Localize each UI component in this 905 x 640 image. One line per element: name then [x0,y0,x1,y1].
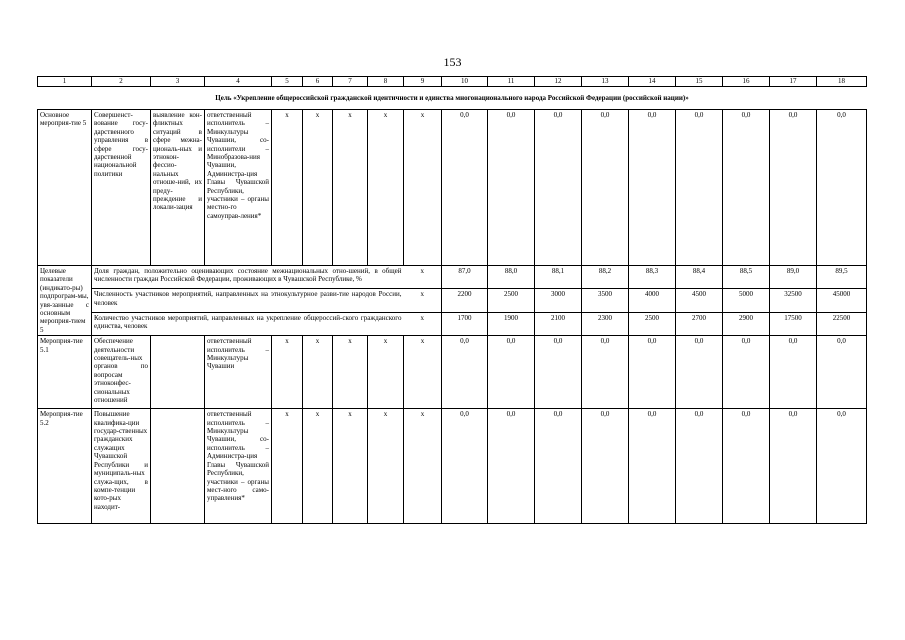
value-cell: 2500 [488,289,535,312]
x-mark: x [272,336,303,409]
column-number: 12 [535,77,582,87]
value-cell: 0,0 [629,409,676,524]
value-cell: 0,0 [535,110,582,266]
value-cell: 0,0 [582,409,629,524]
value-cell: 0,0 [770,336,817,409]
value-cell: 4500 [676,289,723,312]
value-cell: 0,0 [535,409,582,524]
value-cell: 2300 [582,312,629,335]
row-task [151,409,205,524]
value-cell: 4000 [629,289,676,312]
row-name: Обеспечение деятельности совещатель-ных органов по вопросам этноконфес-сиональных отношений [92,336,151,409]
indicator-text: Численность участников мероприятий, направленных на этнокультурное разви-тие народов России, человек [92,289,404,312]
table-row [38,336,867,409]
value-cell: 0,0 [488,336,535,409]
column-number: 5 [272,77,303,87]
table-row [38,312,867,335]
x-mark: x [333,336,368,409]
x-mark: x [303,110,333,266]
value-cell: 0,0 [535,336,582,409]
column-number: 9 [404,77,442,87]
row-responsible: ответственный исполнитель – Минкультуры Чувашии [205,336,272,409]
column-number: 10 [442,77,488,87]
value-cell: 0,0 [582,336,629,409]
row-name: Совершенст-вование госу-дарственного управления в сфере госу-дарственной национальной политики [92,110,151,266]
x-mark: x [404,336,442,409]
value-cell: 0,0 [442,336,488,409]
x-mark: x [404,409,442,524]
column-number: 11 [488,77,535,87]
value-cell: 3000 [535,289,582,312]
row-label: Мероприя-тие 5.1 [38,336,92,409]
x-mark: x [333,110,368,266]
value-cell: 88,5 [723,266,770,289]
value-cell: 0,0 [770,409,817,524]
value-cell: 0,0 [582,110,629,266]
table-row [38,110,867,266]
row-label: Мероприя-тие 5.2 [38,409,92,524]
value-cell: 0,0 [723,110,770,266]
column-number: 8 [368,77,404,87]
value-cell: 0,0 [770,110,817,266]
value-cell: 0,0 [442,110,488,266]
value-cell: 17500 [770,312,817,335]
value-cell: 0,0 [488,110,535,266]
value-cell: 2200 [442,289,488,312]
value-cell: 88,0 [488,266,535,289]
x-mark: x [333,409,368,524]
value-cell: 0,0 [723,409,770,524]
row-responsible: ответственный исполнитель – Минкультуры Чувашии, со-исполнители – Минобразова-ния Чувашии, Администра-ция Главы Чувашской Республики, участники – органы местно-го самоуправ-ления* [205,110,272,266]
table-row [38,289,867,312]
value-cell: 87,0 [442,266,488,289]
x-mark: x [272,409,303,524]
x-mark: x [404,289,442,312]
value-cell: 32500 [770,289,817,312]
column-number: 14 [629,77,676,87]
value-cell: 0,0 [723,336,770,409]
value-cell: 3500 [582,289,629,312]
x-mark: x [303,336,333,409]
value-cell: 89,0 [770,266,817,289]
x-mark: x [404,312,442,335]
value-cell: 1900 [488,312,535,335]
value-cell: 0,0 [817,409,867,524]
x-mark: x [368,110,404,266]
value-cell: 0,0 [488,409,535,524]
program-table [37,76,867,524]
indicator-text: Количество участников мероприятий, направленных на укрепление общероссий-ского гражданского единства, человек [92,312,404,335]
indicators-label: Целевые показатели (индикато-ры) подпрограм-мы, увя-занные с основным мероприя-тием 5 [38,266,92,336]
x-mark: x [303,409,333,524]
value-cell: 2700 [676,312,723,335]
value-cell: 0,0 [676,110,723,266]
value-cell: 0,0 [817,336,867,409]
value-cell: 0,0 [676,336,723,409]
value-cell: 2100 [535,312,582,335]
value-cell: 88,2 [582,266,629,289]
column-number: 7 [333,77,368,87]
value-cell: 45000 [817,289,867,312]
row-responsible: ответственный исполнитель – Минкультуры Чувашии, со-исполнитель – Администра-ция Главы Чувашской Республики, участники – органы мест-ного само-управления* [205,409,272,524]
value-cell: 88,4 [676,266,723,289]
value-cell: 2900 [723,312,770,335]
x-mark: x [404,266,442,289]
column-number: 13 [582,77,629,87]
indicator-text: Доля граждан, положительно оценивающих состояние межнациональных отно-шений, в общей численности граждан Российской Федерации, проживающих в Чувашской Республике, % [92,266,404,289]
x-mark: x [272,110,303,266]
row-task [151,336,205,409]
column-number: 2 [92,77,151,87]
value-cell: 0,0 [442,409,488,524]
column-number: 15 [676,77,723,87]
table-row [38,409,867,524]
value-cell: 0,0 [629,110,676,266]
value-cell: 89,5 [817,266,867,289]
value-cell: 0,0 [629,336,676,409]
x-mark: x [404,110,442,266]
value-cell: 5000 [723,289,770,312]
value-cell: 88,1 [535,266,582,289]
x-mark: x [368,409,404,524]
value-cell: 0,0 [676,409,723,524]
value-cell: 1700 [442,312,488,335]
page-number: 153 [443,55,462,69]
column-number: 1 [38,77,92,87]
goal-row [38,87,867,110]
table-row [38,266,867,289]
column-number-row [38,77,867,87]
column-number: 17 [770,77,817,87]
column-number: 18 [817,77,867,87]
row-name: Повышение квалифика-ции государ-ственных гражданских служащих Чувашской Республики и муниципаль-ных служа-щих, в компе-тенции кото-рых находит- [92,409,151,524]
value-cell: 22500 [817,312,867,335]
x-mark: x [368,336,404,409]
column-number: 16 [723,77,770,87]
value-cell: 88,3 [629,266,676,289]
column-number: 4 [205,77,272,87]
column-number: 6 [303,77,333,87]
value-cell: 0,0 [817,110,867,266]
row-task: выявление кон-фликтных ситуаций в сфере межна-циональ-ных и этнокон-фессио-нальных отноше-ний, их преду-преждение и локали-зация [151,110,205,266]
column-number: 3 [151,77,205,87]
row-label: Основное мероприя-тие 5 [38,110,92,266]
value-cell: 2500 [629,312,676,335]
goal-text: Цель «Укрепление общероссийской гражданской идентичности и единства многонационального народа Российской Федерации (российской нации)» [38,87,867,110]
